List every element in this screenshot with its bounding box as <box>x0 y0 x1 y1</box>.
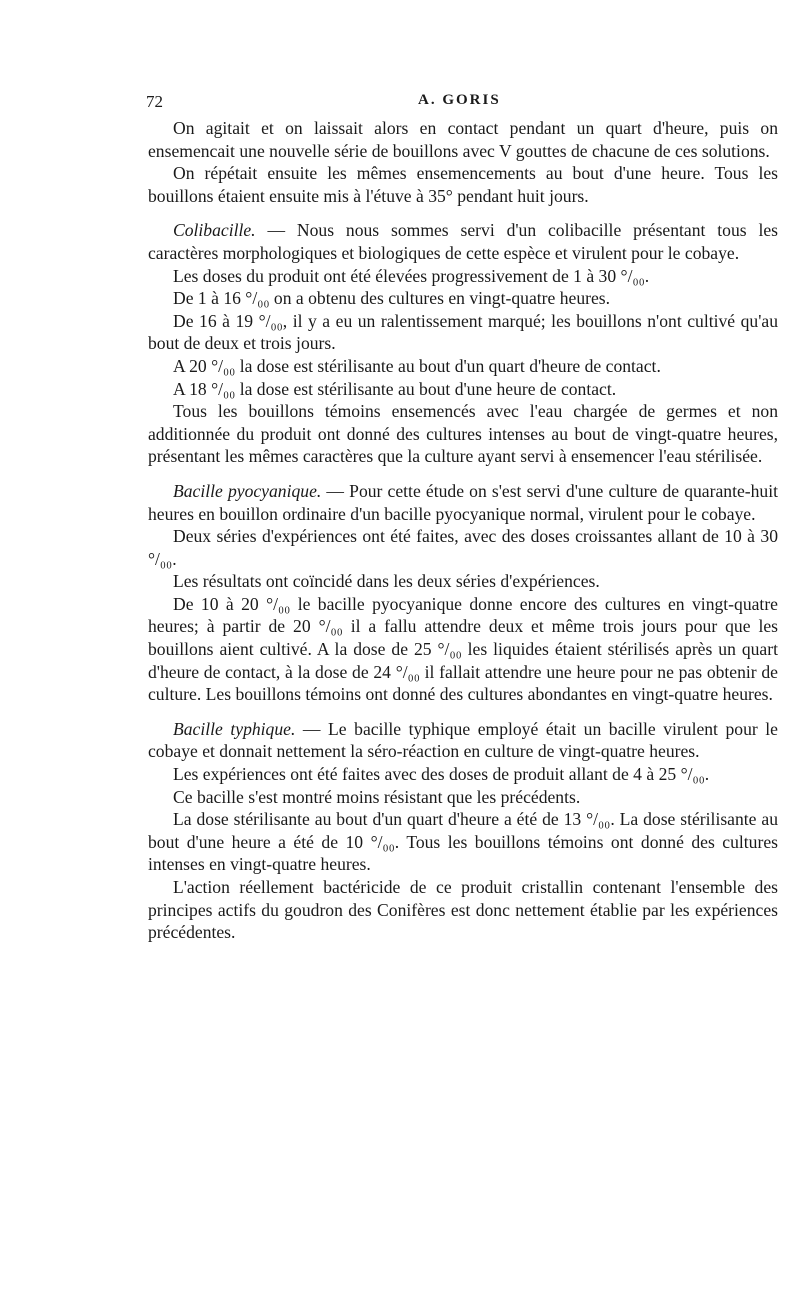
section-text: — Le bacille typhique employé était un bacille virulent pour le cobaye et donnait nettement la séro-réaction en culture de vingt-quatre heures. <box>148 718 778 762</box>
paragraph: Tous les bouillons témoins ensemencés avec l'eau chargée de germes et non additionnée du produit ont donné des cultures intenses au bout de vingt-quatre heures, présentant les mêmes caractères que la culture ayant servi à ensemencer l'eau stérilisée. <box>148 401 778 467</box>
paragraph: De 10 à 20 °/₀₀ le bacille pyocyanique donne encore des cultures en vingt-quatre heures; à partir de 20 °/₀₀ il a fallu attendre deux et même trois jours pour que les bouillons aient cultivé. A la dose de 25 °/₀₀ les liquides étaient stérilisés après un quart d'heure de contact, à la dose de 24 °/₀₀ il fallait attendre une heure pour ne pas obtenir de culture. Les bouillons témoins ont donné des cultures abondantes en vingt-quatre heures. <box>148 593 778 705</box>
section-text: — Pour cette étude on s'est servi d'une culture de quarante-huit heures en bouillon ordinaire d'un bacille pyocyanique normal, virulent pour le cobaye. <box>148 480 778 524</box>
section-text: — Nous nous sommes servi d'un colibacille présentant tous les caractères morphologiques et biologiques de cette espèce et virulent pour le cobaye. <box>148 220 778 263</box>
paragraph: La dose stérilisante au bout d'un quart d'heure a été de 13 °/₀₀. La dose stérilisante au bout d'une heure a été de 10 °/₀₀. Tous les bouillons témoins ont donné des cultures intenses en vingt-quatre heures. <box>148 809 778 875</box>
running-head: A. GORIS <box>418 92 501 108</box>
paragraph: De 1 à 16 °/₀₀ on a obtenu des cultures en vingt-quatre heures. <box>173 288 611 309</box>
section-bacille-typhique <box>148 718 778 763</box>
paragraph: L'action réellement bactéricide de ce produit cristallin contenant l'ensemble des principes actifs du goudron des Conifères est donc nettement établie par les expériences précédentes. <box>148 877 778 943</box>
paragraph: De 16 à 19 °/₀₀, il y a eu un ralentissement marqué; les bouillons n'ont cultivé qu'au bout de deux et trois jours. <box>148 310 778 354</box>
paragraph: Deux séries d'expériences ont été faites, avec des doses croissantes allant de 10 à 30 °/₀₀. <box>148 526 778 569</box>
paragraph: Les résultats ont coïncidé dans les deux séries d'expériences. <box>173 571 600 592</box>
page-number: 72 <box>146 92 163 111</box>
section-colibacille <box>148 219 778 264</box>
paragraph: Ce bacille s'est montré moins résistant que les précédents. <box>173 786 581 807</box>
paragraph: On agitait et on laissait alors en contact pendant un quart d'heure, puis on ensemencait une nouvelle série de bouillons avec V gouttes de chacune de ces solutions. <box>148 118 778 161</box>
section-title: Bacille pyocyanique. <box>173 480 322 501</box>
paragraph: Les doses du produit ont été élevées progressivement de 1 à 30 °/₀₀. <box>173 265 650 286</box>
paragraph: On répétait ensuite les mêmes ensemencements au bout d'une heure. Tous les bouillons étaient ensuite mis à l'étuve à 35° pendant huit jours. <box>148 163 778 206</box>
page-body <box>148 117 778 944</box>
page-header <box>146 92 778 118</box>
paragraph: Les expériences ont été faites avec des doses de produit allant de 4 à 25 °/₀₀. <box>173 764 710 785</box>
paragraph: A 20 °/₀₀ la dose est stérilisante au bout d'un quart d'heure de contact. <box>173 355 661 376</box>
section-title: Colibacille. <box>173 220 256 241</box>
section-bacille-pyocyanique <box>148 480 778 525</box>
paragraph: A 18 °/₀₀ la dose est stérilisante au bout d'une heure de contact. <box>173 378 617 399</box>
section-title: Bacille typhique. <box>173 718 296 739</box>
